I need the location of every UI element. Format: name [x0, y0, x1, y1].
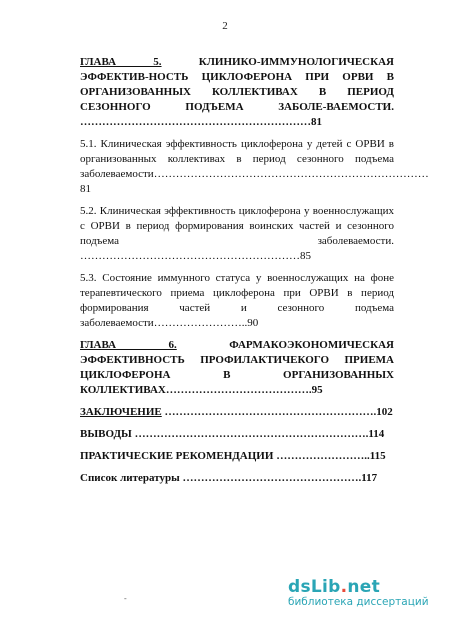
toc-leader-dots: …………………………………. — [165, 384, 312, 396]
table-of-contents — [80, 55, 429, 493]
toc-page-ref: 117 — [361, 472, 378, 484]
toc-leader-dots: …………………………………………………… — [80, 250, 300, 262]
watermark-logo — [288, 577, 438, 597]
toc-page-ref: 114 — [368, 428, 385, 440]
toc-leader-dots: …………………………………………………. — [164, 406, 377, 418]
toc-leader-dots: ………………………………………………………………… — [153, 168, 429, 180]
toc-entry-title: 5.2. Клиническая эффективность циклоферона у военнослужащих с ОРВИ в период формирования воинских частей и сезонного подъема заболеваемости. — [80, 205, 394, 247]
toc-entry-title: Список литературы — [80, 472, 180, 484]
toc-entry-findings[interactable] — [80, 427, 394, 442]
toc-entry-title: КЛИНИКО-ИММУНОЛОГИЧЕСКАЯ ЭФФЕКТИВ-НОСТЬ ЦИКЛОФЕРОНА ПРИ ОРВИ В ОРГАНИЗОВАННЫХ КОЛЛЕКТИВАХ В ПЕРИОД СЕЗОННОГО ПОДЪЕМА ЗАБОЛЕ-ВАЕМОСТИ. — [80, 56, 394, 113]
page-number: 2 — [222, 20, 228, 32]
dslib-watermark[interactable] — [288, 577, 438, 621]
toc-leader-dots: …………………….. — [153, 317, 248, 329]
toc-entry-title: 5.3. Состояние иммунного статуса у военнослужащих на фоне терапевтического приема циклоферона при ОРВИ в период формирования частей и сезонного подъема заболеваемости — [80, 272, 394, 329]
toc-entry-title: ВЫВОДЫ — [80, 428, 132, 440]
toc-page-ref: 115 — [369, 450, 386, 462]
watermark-subtitle: библиотека диссертаций — [288, 596, 429, 608]
toc-page-ref: 95 — [311, 384, 323, 396]
toc-page-ref: 85 — [300, 250, 311, 262]
toc-page-ref: 81 — [311, 116, 322, 128]
toc-page-ref: 90 — [247, 317, 259, 329]
toc-entry-title: 5.1. Клиническая эффективность циклоферона у детей с ОРВИ в организованных коллективах в период сезонного подъема заболеваемости — [80, 138, 394, 180]
watermark-brand: dsLib — [288, 577, 341, 597]
toc-leader-dots: ……………………………………………………… — [80, 116, 311, 128]
toc-chapter-label: ЗАКЛЮЧЕНИЕ — [80, 406, 162, 418]
toc-page-ref: 81 — [80, 183, 91, 195]
toc-leader-dots: …………………….. — [273, 450, 370, 462]
toc-chapter-label: ГЛАВА 5. — [80, 56, 162, 68]
toc-leader-dots: ………………………………………………………. — [131, 428, 369, 440]
toc-entry-references[interactable] — [80, 471, 394, 486]
toc-chapter-label: ГЛАВА 6. — [80, 339, 177, 351]
toc-leader-dots: …………………………………………. — [179, 472, 362, 484]
toc-entry-5-3[interactable] — [80, 271, 394, 331]
toc-page-ref: 102 — [376, 406, 393, 418]
toc-entry-title: ПРАКТИЧЕСКИЕ РЕКОМЕНДАЦИИ — [80, 450, 274, 462]
watermark-tld: net — [347, 577, 381, 597]
toc-entry-conclusion[interactable] — [80, 405, 394, 420]
toc-entry-title: ФАРМАКОЭКОНОМИЧЕСКАЯ ЭФФЕКТИВНОСТЬ ПРОФИЛАКТИЧЕКОГО ПРИЕМА ЦИКЛОФЕРОНА В ОРГАНИЗОВАННЫХ КОЛЛЕКТИВАХ — [80, 339, 394, 396]
toc-entry-5-1[interactable] — [80, 137, 429, 197]
toc-entry-recommendations[interactable] — [80, 449, 394, 464]
watermark-dot: . — [340, 577, 348, 597]
footer-mark: - — [124, 594, 127, 603]
toc-entry-chapter-5[interactable] — [80, 55, 394, 130]
toc-entry-chapter-6[interactable] — [80, 338, 394, 398]
toc-entry-5-2[interactable] — [80, 204, 394, 264]
